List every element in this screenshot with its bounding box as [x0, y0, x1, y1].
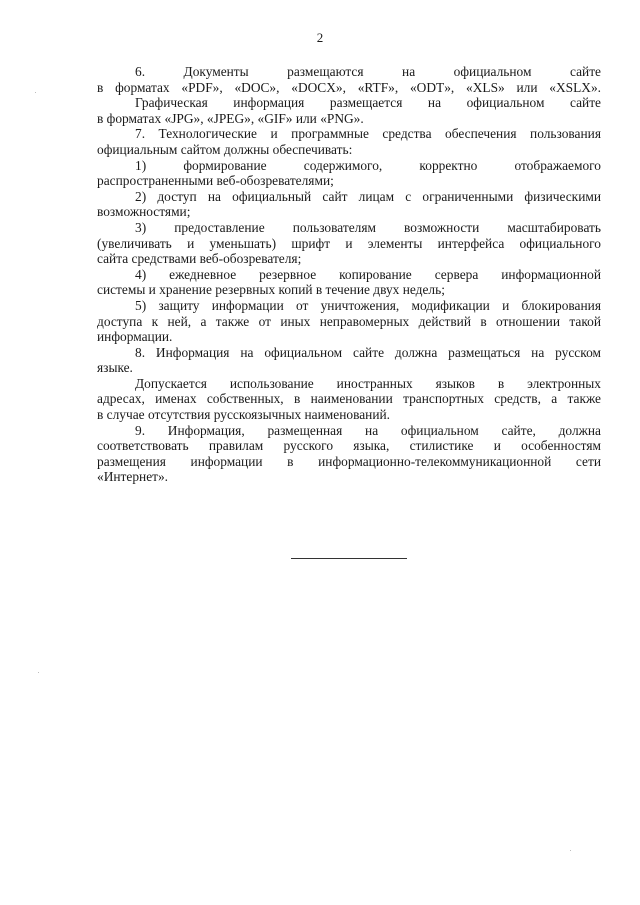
text-line: официальным сайтом должны обеспечивать: — [97, 141, 353, 157]
text-line: 2) доступ на официальный сайт лицам с ограниченными физическими — [135, 188, 601, 204]
scan-speck — [38, 672, 39, 673]
list-item-2 — [97, 189, 601, 220]
list-item-5 — [97, 298, 601, 345]
text-line: в случае отсутствия русскоязычных наименований. — [97, 407, 391, 423]
text-line: 4) ежедневное резервное копирование сервера информационной — [135, 266, 601, 282]
scan-speck — [35, 92, 36, 93]
list-item-4 — [97, 267, 601, 298]
paragraph-8 — [97, 345, 601, 376]
text-line: доступа к ней, а также от иных неправомерных действий в отношении такой — [97, 313, 601, 329]
paragraph-7 — [97, 126, 601, 157]
text-line: размещения информации в информационно-телекоммуникационной сети — [97, 453, 601, 469]
text-line: Графическая информация размещается на официальном сайте — [135, 95, 601, 111]
text-line: адресах, именах собственных, в наименовании транспортных средств, а также — [97, 391, 601, 407]
text-line: 6. Документы размещаются на официальном сайте — [135, 64, 601, 79]
paragraph-9 — [97, 423, 601, 485]
text-line: в форматах «PDF», «DOC», «DOCX», «RTF», «ODT», «XLS» или «XSLX». — [97, 79, 601, 95]
text-line: сайта средствами веб-обозревателя; — [97, 251, 302, 267]
text-line: возможностями; — [97, 204, 191, 220]
text-line: языке. — [97, 360, 133, 376]
paragraph-graphic-info — [97, 95, 601, 126]
end-of-document-rule — [291, 558, 407, 559]
text-line: 1) формирование содержимого, корректно отображаемого — [135, 157, 601, 173]
document-body — [97, 64, 601, 485]
scan-speck — [570, 850, 571, 851]
text-line: 9. Информация, размещенная на официальном сайте, должна — [135, 422, 601, 438]
text-line: 5) защиту информации от уничтожения, модификации и блокирования — [135, 297, 601, 313]
text-line: (увеличивать и уменьшать) шрифт и элементы интерфейса официального — [97, 235, 601, 251]
list-item-3 — [97, 220, 601, 267]
text-line: «Интернет». — [97, 469, 169, 485]
text-line: распространенными веб-обозревателями; — [97, 173, 334, 189]
paragraph-foreign-languages — [97, 376, 601, 423]
text-line: 3) предоставление пользователям возможности масштабировать — [135, 219, 601, 235]
page-number: 2 — [316, 30, 324, 45]
text-line: информации. — [97, 329, 173, 345]
list-item-1 — [97, 158, 601, 189]
text-line: соответствовать правилам русского языка, стилистике и особенностям — [97, 438, 601, 454]
text-line: 7. Технологические и программные средства обеспечения пользования — [135, 126, 601, 142]
text-line: в форматах «JPG», «JPEG», «GIF» или «PNG». — [97, 110, 364, 126]
text-line: системы и хранение резервных копий в течение двух недель; — [97, 282, 445, 298]
text-line: 8. Информация на официальном сайте должна размещаться на русском — [135, 344, 601, 360]
text-line: Допускается использование иностранных языков в электронных — [135, 375, 601, 391]
paragraph-6 — [97, 64, 601, 95]
